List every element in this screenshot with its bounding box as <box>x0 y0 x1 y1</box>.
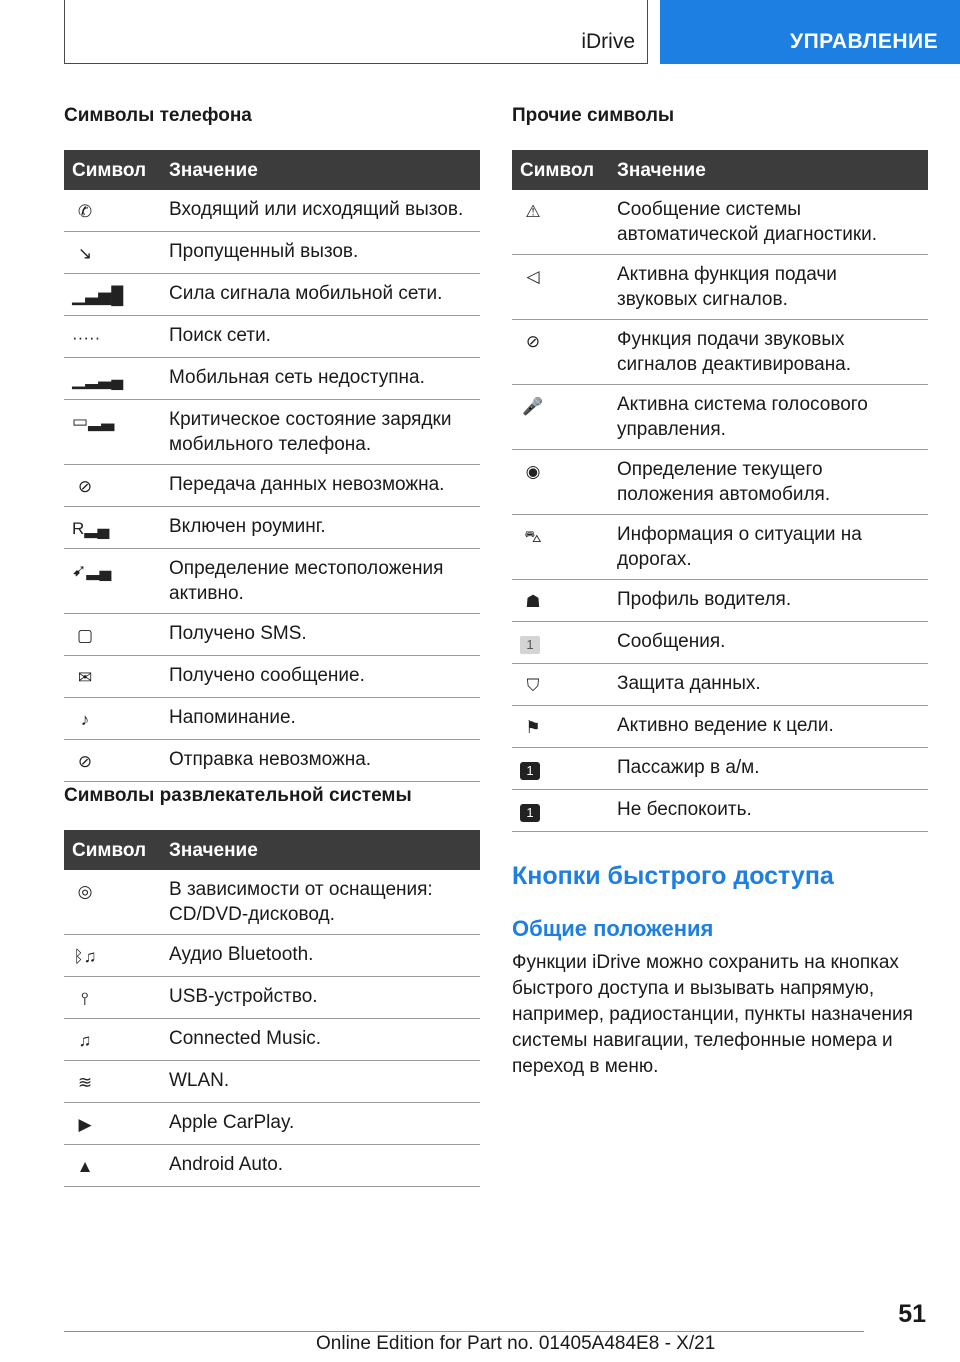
meaning-cell: Напоминание. <box>161 698 480 740</box>
meaning-cell: Мобильная сеть недоступна. <box>161 358 480 400</box>
table-row <box>64 232 480 274</box>
do-not-disturb-icon: 1 <box>520 804 540 822</box>
meaning-cell: Функция подачи звуковых сигналов деактивирована. <box>609 320 928 385</box>
wlan-icon: ≋ <box>77 1073 93 1092</box>
table-row <box>64 1145 480 1187</box>
general-subheading: Общие положения <box>512 916 714 941</box>
table-row <box>64 190 480 232</box>
symbol-cell <box>512 255 609 320</box>
meaning-cell: Профиль водителя. <box>609 580 928 622</box>
symbol-cell <box>512 450 609 515</box>
table-row <box>512 706 928 748</box>
symbol-cell <box>512 748 609 790</box>
table-row <box>512 320 928 385</box>
traffic-info-icon: ⛍ <box>524 527 542 546</box>
meaning-cell: Получено SMS. <box>161 614 480 656</box>
phone-handset-icon: ✆ <box>77 202 93 221</box>
bluetooth-audio-icon: ᛒ♫ <box>73 947 97 966</box>
symbol-cell <box>64 316 161 358</box>
current-position-icon: ◉ <box>525 462 541 481</box>
meaning-cell: Защита данных. <box>609 664 928 706</box>
header-chapter-label: УПРАВЛЕНИЕ <box>790 30 939 53</box>
other-symbols-title: Прочие символы <box>512 105 675 126</box>
data-protection-icon: ⛉ <box>526 676 540 695</box>
symbol-cell <box>64 465 161 507</box>
entertainment-table-body <box>64 870 480 1187</box>
symbol-cell <box>64 1019 161 1061</box>
symbol-cell <box>512 320 609 385</box>
meaning-cell: Включен роуминг. <box>161 507 480 549</box>
symbol-cell <box>64 507 161 549</box>
page-number: 51 <box>898 1300 926 1328</box>
header-chapter-tab[interactable] <box>660 0 960 64</box>
symbol-cell <box>512 580 609 622</box>
symbol-cell <box>64 232 161 274</box>
destination-flag-icon: ⚑ <box>525 718 541 737</box>
meaning-cell: Активна система голосового управления. <box>609 385 928 450</box>
meaning-cell: Сообщение системы автоматической диагностики. <box>609 190 928 255</box>
meaning-cell: Android Auto. <box>161 1145 480 1187</box>
header-section-box <box>64 0 648 64</box>
disc-icon: ◎ <box>77 882 93 901</box>
meaning-cell: Поиск сети. <box>161 316 480 358</box>
passenger-icon: 1 <box>520 762 540 780</box>
symbol-cell <box>512 515 609 580</box>
footer-edition: Online Edition for Part no. 01405A484E8 - X/21 <box>316 1333 716 1354</box>
symbol-cell <box>64 190 161 232</box>
header-section-label: iDrive <box>581 30 635 53</box>
microphone-icon: 🎤 <box>522 397 544 416</box>
symbol-cell <box>64 740 161 782</box>
table-row <box>64 698 480 740</box>
symbol-cell <box>64 1103 161 1145</box>
table-row <box>64 465 480 507</box>
table-row <box>64 1103 480 1145</box>
meaning-cell: Активно ведение к цели. <box>609 706 928 748</box>
table-row <box>512 664 928 706</box>
col-symbol-header: Символ <box>64 150 161 190</box>
symbol-cell <box>64 656 161 698</box>
roaming-icon: R▂▄ <box>72 519 110 538</box>
symbol-cell <box>64 358 161 400</box>
table-row <box>64 656 480 698</box>
table-row <box>512 622 928 664</box>
symbol-cell <box>512 190 609 255</box>
meaning-cell: WLAN. <box>161 1061 480 1103</box>
meaning-cell: Получено сообщение. <box>161 656 480 698</box>
right-column <box>512 102 928 1080</box>
quick-access-heading: Кнопки быстрого доступа <box>512 862 834 890</box>
network-search-icon: ····· <box>72 328 101 347</box>
col-symbol-header: Символ <box>512 150 609 190</box>
entertainment-symbols-table <box>64 830 480 1187</box>
table-row <box>512 190 928 255</box>
meaning-cell: В зависимости от оснащения: CD/DVD-дисковод. <box>161 870 480 935</box>
meaning-cell: Connected Music. <box>161 1019 480 1061</box>
data-unavailable-icon: ⊘ <box>77 477 93 496</box>
meaning-cell: Входящий или исходящий вызов. <box>161 190 480 232</box>
table-row <box>64 740 480 782</box>
table-row <box>64 358 480 400</box>
other-table-body <box>512 190 928 832</box>
table-row <box>64 614 480 656</box>
table-header-row <box>64 830 480 870</box>
symbol-cell <box>64 935 161 977</box>
location-active-icon: ➹▂▄ <box>72 561 112 580</box>
meaning-cell: Критическое состояние зарядки мобильного телефона. <box>161 400 480 465</box>
col-symbol-header: Символ <box>64 830 161 870</box>
symbol-cell <box>64 549 161 614</box>
table-row <box>512 255 928 320</box>
table-row <box>64 549 480 614</box>
send-unavailable-icon: ⊘ <box>77 752 93 771</box>
table-row <box>64 935 480 977</box>
meaning-cell: Сообщения. <box>609 622 928 664</box>
table-header-row <box>512 150 928 190</box>
battery-critical-icon: ▭▂▃ <box>72 412 115 431</box>
col-meaning-header: Значение <box>161 150 480 190</box>
table-row <box>512 748 928 790</box>
table-row <box>64 400 480 465</box>
table-row <box>512 580 928 622</box>
meaning-cell: Пропущенный вызов. <box>161 232 480 274</box>
speaker-muted-icon: ⊘ <box>525 332 541 351</box>
messages-count-icon: 1 <box>520 636 540 654</box>
table-row <box>64 1061 480 1103</box>
left-column <box>64 102 480 1187</box>
phone-symbols-title: Символы телефона <box>64 105 252 126</box>
meaning-cell: Аудио Bluetooth. <box>161 935 480 977</box>
symbol-cell <box>64 977 161 1019</box>
symbol-cell <box>512 664 609 706</box>
other-symbols-table <box>512 150 928 832</box>
symbol-cell <box>64 274 161 316</box>
symbol-cell <box>64 870 161 935</box>
symbol-cell <box>64 698 161 740</box>
missed-call-icon: ↘ <box>77 244 93 263</box>
entertainment-symbols-title: Символы развлекательной системы <box>64 785 412 806</box>
symbol-cell <box>64 1145 161 1187</box>
col-meaning-header: Значение <box>161 830 480 870</box>
carplay-icon: ▶ <box>78 1115 92 1134</box>
table-row <box>64 977 480 1019</box>
usb-icon: ⫯ <box>81 989 89 1008</box>
meaning-cell: Пассажир в а/м. <box>609 748 928 790</box>
meaning-cell: Определение текущего положения автомобиля. <box>609 450 928 515</box>
meaning-cell: Сила сигнала мобильной сети. <box>161 274 480 316</box>
meaning-cell: USB-устройство. <box>161 977 480 1019</box>
meaning-cell: Активна функция подачи звуковых сигналов. <box>609 255 928 320</box>
symbol-cell <box>64 400 161 465</box>
table-row <box>64 507 480 549</box>
table-row <box>64 1019 480 1061</box>
table-row <box>64 274 480 316</box>
symbol-cell <box>512 790 609 832</box>
meaning-cell: Определение местоположения активно. <box>161 549 480 614</box>
symbol-cell <box>512 622 609 664</box>
footer-divider <box>64 1331 864 1332</box>
table-row <box>512 790 928 832</box>
table-row <box>64 870 480 935</box>
table-row <box>512 515 928 580</box>
driver-profile-icon: ☗ <box>525 592 541 611</box>
meaning-cell: Apple CarPlay. <box>161 1103 480 1145</box>
connected-music-icon: ♫ <box>78 1031 92 1050</box>
table-row <box>512 385 928 450</box>
meaning-cell: Информация о ситуации на дорогах. <box>609 515 928 580</box>
quick-access-paragraph: Функции iDrive можно сохранить на кнопках быстрого доступа и вызывать напрямую, например, радиостанции, пункты назначения системы навигации, телефонные номера и переход в меню. <box>512 952 913 1077</box>
table-row <box>512 450 928 515</box>
table-header-row <box>64 150 480 190</box>
meaning-cell: Не беспокоить. <box>609 790 928 832</box>
bell-icon: ♪ <box>80 710 90 729</box>
signal-strength-icon: ▁▃▅█ <box>72 286 124 305</box>
table-row <box>64 316 480 358</box>
envelope-icon: ✉ <box>77 668 93 687</box>
android-auto-icon: ▲ <box>76 1157 94 1176</box>
symbol-cell <box>64 614 161 656</box>
sms-icon: ▢ <box>76 626 94 645</box>
col-meaning-header: Значение <box>609 150 928 190</box>
symbol-cell <box>512 385 609 450</box>
meaning-cell: Передача данных невозможна. <box>161 465 480 507</box>
symbol-cell <box>512 706 609 748</box>
no-network-icon: ▁▂▃▄ <box>72 370 124 389</box>
phone-symbols-table <box>64 150 480 782</box>
speaker-icon: ◁ <box>526 267 540 286</box>
symbol-cell <box>64 1061 161 1103</box>
meaning-cell: Отправка невозможна. <box>161 740 480 782</box>
phone-table-body <box>64 190 480 782</box>
warning-triangle-icon: ⚠ <box>525 202 541 221</box>
